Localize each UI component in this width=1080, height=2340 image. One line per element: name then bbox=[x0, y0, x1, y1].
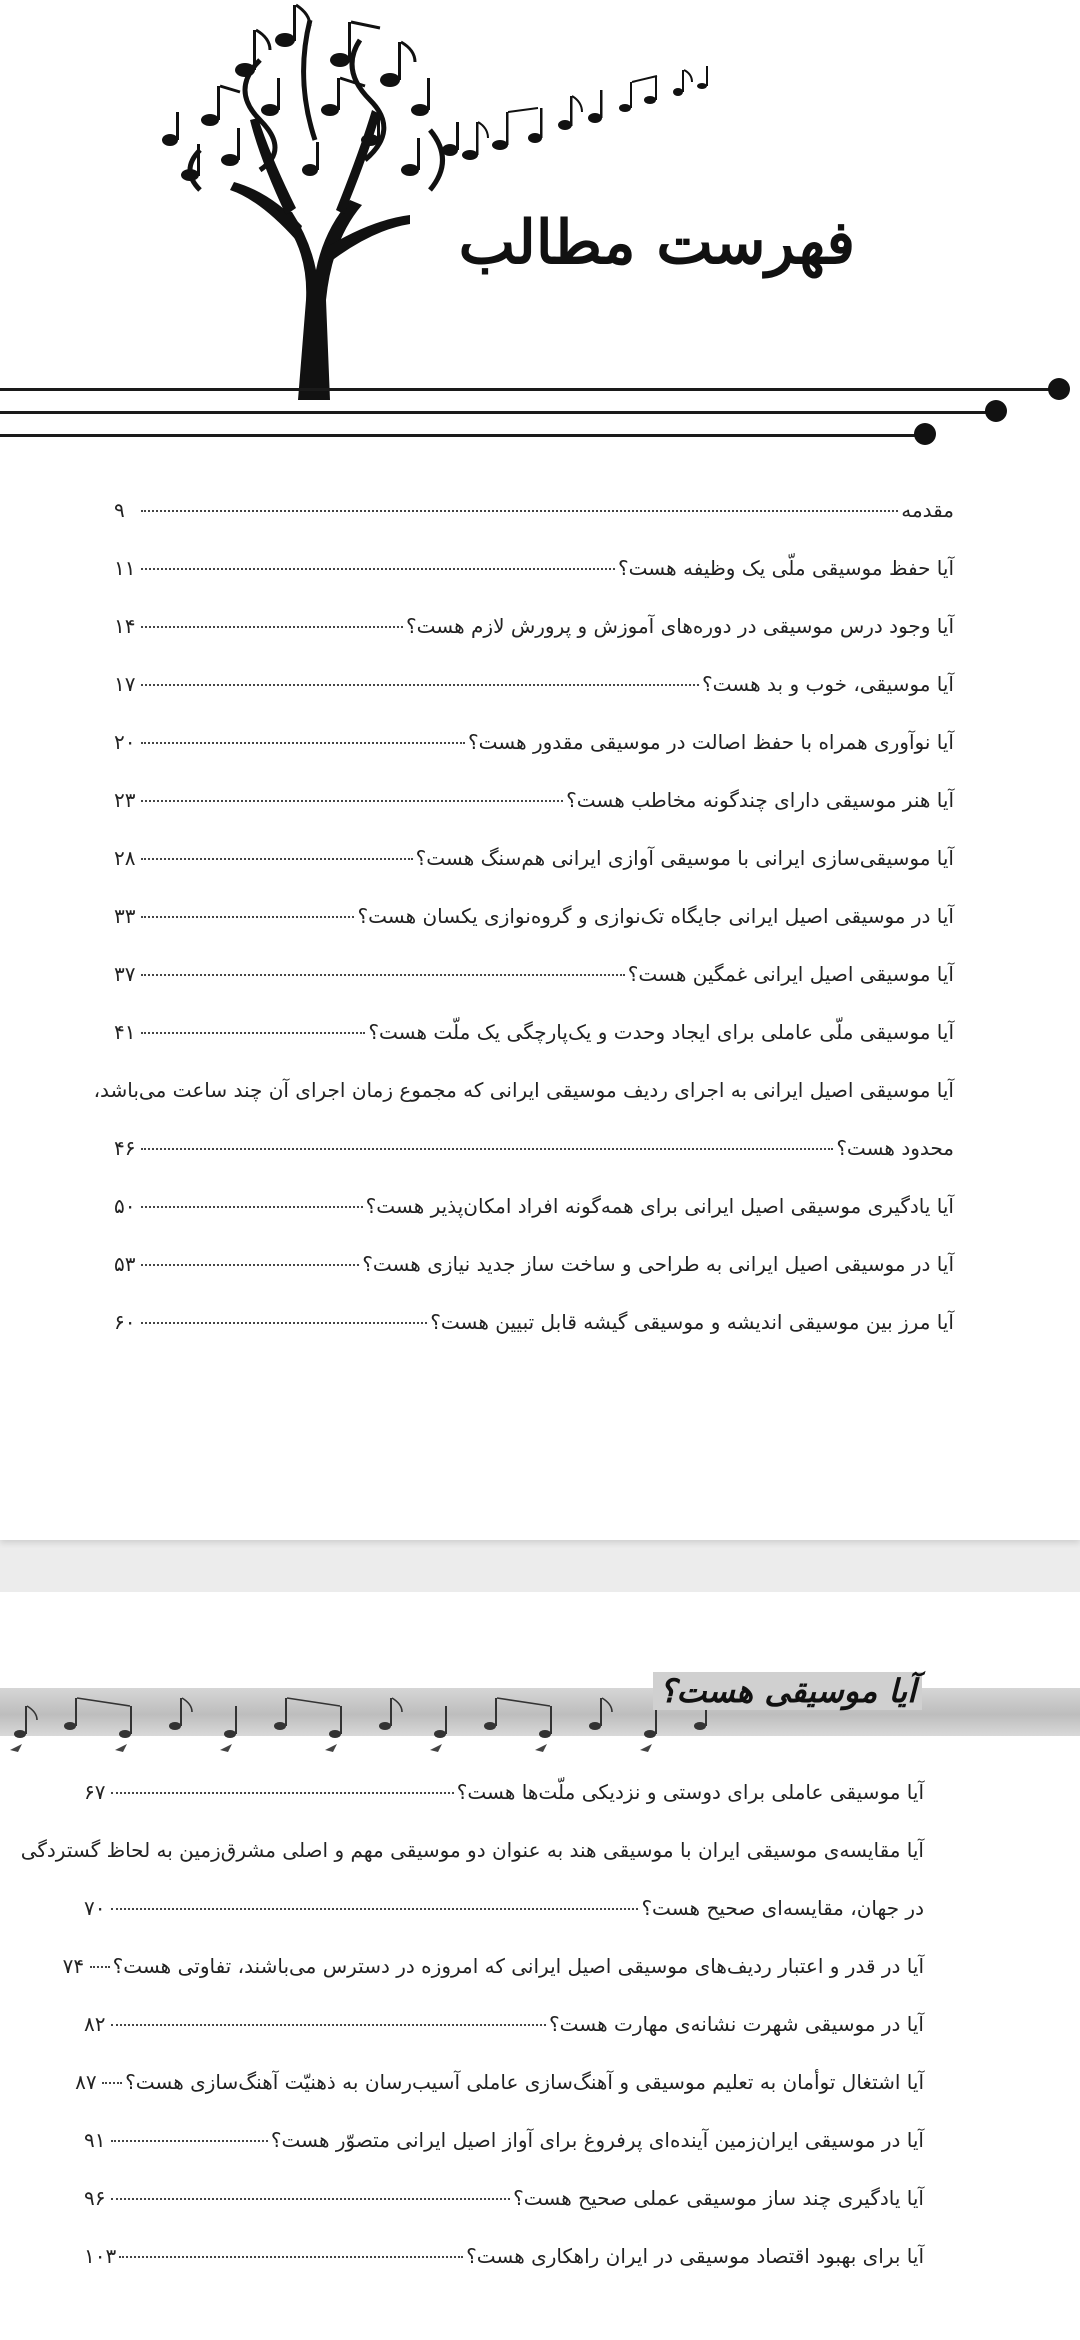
divider-line bbox=[0, 388, 1060, 391]
divider-line bbox=[0, 411, 990, 414]
toc-entry-line[interactable]: آیا مقایسه‌ی موسیقی ایران با موسیقی هند به عنوان دو موسیقی مهم و اصلی مشرق‌زمین به لحاظ گستردگی bbox=[20, 1838, 924, 1862]
toc-entry[interactable]: آیا هنر موسیقی دارای چندگونه مخاطب هست؟ ۲۳ bbox=[114, 788, 954, 812]
flying-notes-decoration bbox=[450, 60, 720, 170]
toc-entry[interactable]: آیا موسیقی عاملی برای دوستی و نزدیکی ملّت‌ها هست؟ ۶۷ bbox=[84, 1780, 924, 1804]
toc-entry[interactable]: در جهان، مقایسه‌ای صحیح هست؟ ۷۰ bbox=[84, 1896, 924, 1920]
divider-line bbox=[0, 434, 920, 437]
toc-entry[interactable]: آیا یادگیری چند ساز موسیقی عملی صحیح هست؟ ۹۶ bbox=[84, 2186, 924, 2210]
section-title: آیا موسیقی هست؟ bbox=[653, 1672, 922, 1710]
divider-dot bbox=[985, 400, 1007, 422]
toc-list bbox=[20, 1780, 924, 2302]
toc-entry-line[interactable]: آیا موسیقی اصیل ایرانی به اجرای ردیف موسیقی ایرانی که مجموع زمان اجرای آن چند ساعت می‌باشد، bbox=[93, 1078, 954, 1102]
banner-notes-decoration bbox=[0, 1666, 740, 1756]
toc-list bbox=[93, 498, 954, 1368]
toc-entry[interactable]: محدود هست؟ ۴۶ bbox=[114, 1136, 954, 1160]
page-title: فهرست مطالب bbox=[458, 208, 855, 278]
toc-entry[interactable]: آیا وجود درس موسیقی در دوره‌های آموزش و پرورش لازم هست؟ ۱۴ bbox=[114, 614, 954, 638]
toc-entry[interactable]: آیا موسیقی‌سازی ایرانی با موسیقی آوازی ایرانی هم‌سنگ هست؟ ۲۸ bbox=[114, 846, 954, 870]
toc-entry[interactable]: آیا در موسیقی شهرت نشانه‌ی مهارت هست؟ ۸۲ bbox=[84, 2012, 924, 2036]
toc-entry[interactable]: آیا یادگیری موسیقی اصیل ایرانی برای همه‌گونه افراد امکان‌پذیر هست؟ ۵۰ bbox=[114, 1194, 954, 1218]
divider-dot bbox=[914, 423, 936, 445]
toc-entry[interactable]: آیا موسیقی، خوب و بد هست؟ ۱۷ bbox=[114, 672, 954, 696]
toc-entry[interactable]: آیا اشتغال توأمان به تعلیم موسیقی و آهنگ‌سازی عاملی آسیب‌رسان به ذهنیّت آهنگ‌سازی هست؟ ۸۷ bbox=[75, 2070, 924, 2094]
toc-entry[interactable]: آیا در موسیقی ایران‌زمین آینده‌ای پرفروغ برای آواز اصیل ایرانی متصوّر هست؟ ۹۱ bbox=[84, 2128, 924, 2152]
toc-entry[interactable]: آیا در موسیقی اصیل ایرانی به طراحی و ساخت ساز جدید نیازی هست؟ ۵۳ bbox=[114, 1252, 954, 1276]
toc-entry[interactable]: آیا در موسیقی اصیل ایرانی جایگاه تک‌نوازی و گروه‌نوازی یکسان هست؟ ۳۳ bbox=[114, 904, 954, 928]
toc-entry[interactable]: آیا حفظ موسیقی ملّی یک وظیفه هست؟ ۱۱ bbox=[114, 556, 954, 580]
toc-entry[interactable]: آیا نوآوری همراه با حفظ اصالت در موسیقی مقدور هست؟ ۲۰ bbox=[114, 730, 954, 754]
toc-entry[interactable]: آیا در قدر و اعتبار ردیف‌های موسیقی اصیل ایرانی که امروزه در دسترس می‌باشند، تفاوتی هست؟ ۷۴ bbox=[62, 1954, 924, 1978]
toc-entry[interactable]: مقدمه ۹ bbox=[114, 498, 954, 522]
toc-entry[interactable]: آیا مرز بین موسیقی اندیشه و موسیقی گیشه قابل تبیین هست؟ ۶۰ bbox=[114, 1310, 954, 1334]
toc-entry[interactable]: آیا برای بهبود اقتصاد موسیقی در ایران راهکاری هست؟ ۱۰۳ bbox=[84, 2244, 924, 2268]
divider-dot bbox=[1048, 378, 1070, 400]
toc-entry[interactable]: آیا موسیقی ملّی عاملی برای ایجاد وحدت و یک‌پارچگی یک ملّت هست؟ ۴۱ bbox=[114, 1020, 954, 1044]
toc-entry[interactable]: آیا موسیقی اصیل ایرانی غمگین هست؟ ۳۷ bbox=[114, 962, 954, 986]
